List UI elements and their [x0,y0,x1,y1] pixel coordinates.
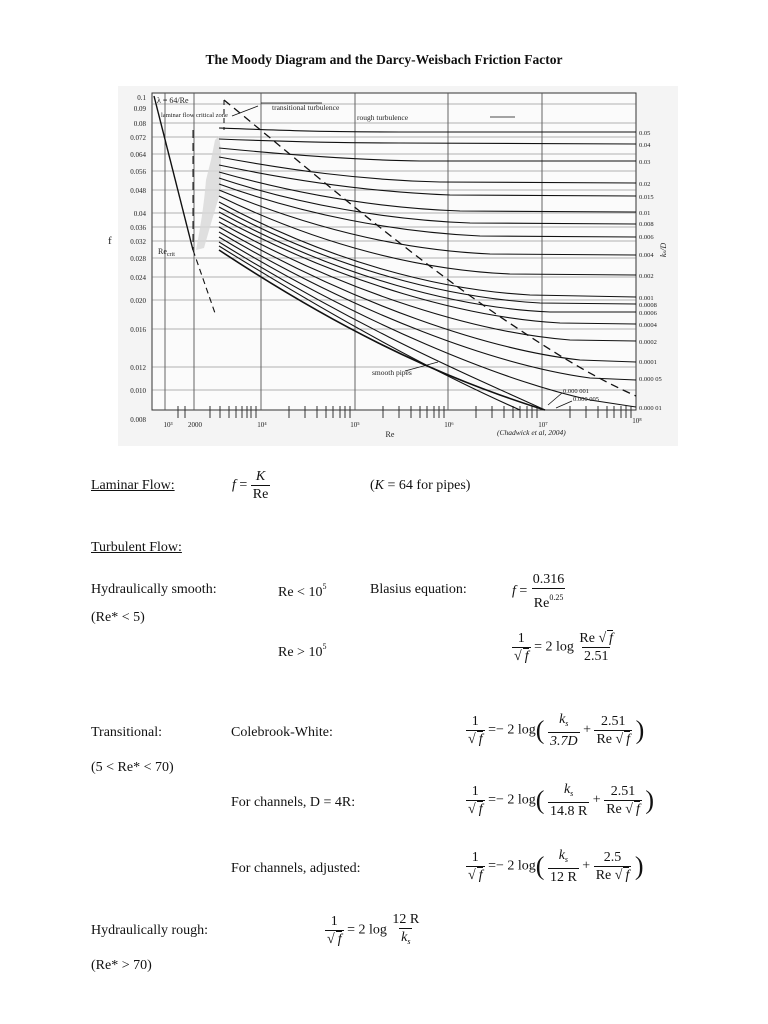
ks-tick: 0.000 01 [639,405,662,412]
laminar-flow-label: laminar flow [161,112,195,119]
ks-tick: 0.000 05 [639,376,662,383]
inner-ks-label: 0.000 001 [563,388,589,395]
plot-frame [152,93,636,410]
smooth-equation: $\frac{1}{√ f}$ = 2 log $\frac{Re √ f}{2.51}$ [514,631,614,664]
y-tick: 0.010 [130,387,146,395]
laminar-equation [232,468,270,503]
y-tick: 0.064 [130,151,146,159]
y-tick: 0.032 [130,238,146,246]
ks-tick: 0.008 [639,221,654,228]
y-tick: 0.056 [130,168,146,176]
smooth-pipes-label: smooth pipes [372,368,412,377]
y-tick: 0.012 [130,364,146,372]
rough-equation: $\frac{1}{√ f}$ = 2 log $\frac{12 R}{k_s}$ [325,911,421,950]
numerator: K [255,469,266,484]
smooth-condition: (Re* < 5) [91,610,145,625]
smooth-label: Hydraulically smooth: [91,582,217,597]
f-symbol: f [232,477,236,493]
fraction [251,468,271,503]
rough-label: Hydraulically rough: [91,923,209,938]
ks-tick: 0.004 [639,252,654,259]
transitional-label: Transitional: [91,725,163,740]
rough-condition: (Re* > 70) [91,958,152,973]
y-tick: 0.020 [130,297,146,305]
re-less-than: $Re < 10^5$ [278,582,327,600]
x-axis-label: Re [385,430,395,439]
channels-equation: $\frac{1}{√ f}$ =− 2 log( $\frac{k_s}{14.8 R}$ + $\frac{2.51}{Re √ f}$ ) [468,782,654,819]
ks-tick: 0.015 [639,194,654,201]
transitional-turbulence-label: transitional turbulence [272,103,340,112]
y-tick: 0.028 [130,255,146,263]
blasius-equation: f = $\frac{0.316}{Re^{0.25}}$ [512,572,565,611]
y-tick: 0.04 [133,210,146,218]
colebrook-white-label: Colebrook-White: [231,725,333,740]
y-tick: 0.09 [133,105,146,113]
y-tick: 0.048 [130,187,146,195]
ks-tick: 0.03 [639,159,651,166]
colebrook-white-equation: $\frac{1}{√ f}$ =− 2 log( $\frac{k_s}{3.7D}$ + $\frac{2.51}{Re √ f}$ ) [468,712,645,749]
ks-tick: 0.0006 [639,310,657,317]
critical-zone-label: critical zone [196,112,228,119]
laminar-flow-label: Laminar Flow: [91,478,175,493]
re-greater-than: $Re > 10^5$ [278,642,327,660]
page-title: The Moody Diagram and the Darcy-Weisbach Friction Factor [205,52,563,67]
laminar-equation-label: λ = 64/Re [157,96,189,105]
channels-label: For channels, D = 4R: [231,795,356,810]
channels-adjusted-label: For channels, adjusted: [231,861,361,876]
y-tick: 0.1 [137,94,146,102]
x-tick: 10⁶ [444,421,454,429]
ks-tick: 0.02 [639,181,651,188]
x-tick: 2000 [188,421,202,429]
fraction: $\frac{0.316}{Re^{0.25}}$ [532,572,565,611]
x-tick: 10⁵ [350,421,360,429]
x-tick: 10⁴ [257,421,267,429]
ks-tick: 0.0001 [639,359,657,366]
turbulent-flow-label: Turbulent Flow: [91,540,182,555]
ks-tick: 0.006 [639,234,654,241]
y-tick: 0.016 [130,326,146,334]
roughness-axis-label: kₛ/D [659,242,668,258]
ks-tick: 0.01 [639,210,651,217]
moody-diagram [0,0,768,470]
y-axis-label: f [108,235,112,247]
y-tick: 0.024 [130,274,146,282]
channels-adjusted-equation: $\frac{1}{√ f}$ =− 2 log( $\frac{k_s}{12 R}$ + $\frac{2.5}{Re √ f}$ ) [468,848,644,885]
x-tick: 10⁷ [538,421,548,429]
y-tick: 0.072 [130,134,146,142]
ks-tick: 0.002 [639,273,654,280]
denominator: Re [252,487,269,502]
x-tick: 10³ [163,421,173,429]
x-tick: 10⁸ [632,417,642,425]
y-tick: 0.008 [130,416,146,424]
laminar-note: (K = 64 for pipes) [370,478,471,493]
ks-tick: 0.001 [639,295,654,302]
ks-tick: 0.05 [639,130,651,137]
ks-tick: 0.0004 [639,322,657,329]
y-tick: 0.036 [130,224,146,232]
y-tick: 0.08 [133,120,146,128]
ks-tick: 0.04 [639,142,651,149]
re-crit-label: $Re_{crit}$ [158,247,175,258]
inner-ks-label: 0.000 005 [573,396,599,403]
source-citation: (Chadwick et al, 2004) [497,428,566,437]
ks-tick: 0.0002 [639,339,657,346]
blasius-label: Blasius equation: [370,582,467,597]
rough-turbulence-label: rough turbulence [357,113,409,122]
transitional-condition: (5 < Re* < 70) [91,760,174,775]
equals: = [239,477,248,493]
ks-tick: 0.0008 [639,302,657,309]
